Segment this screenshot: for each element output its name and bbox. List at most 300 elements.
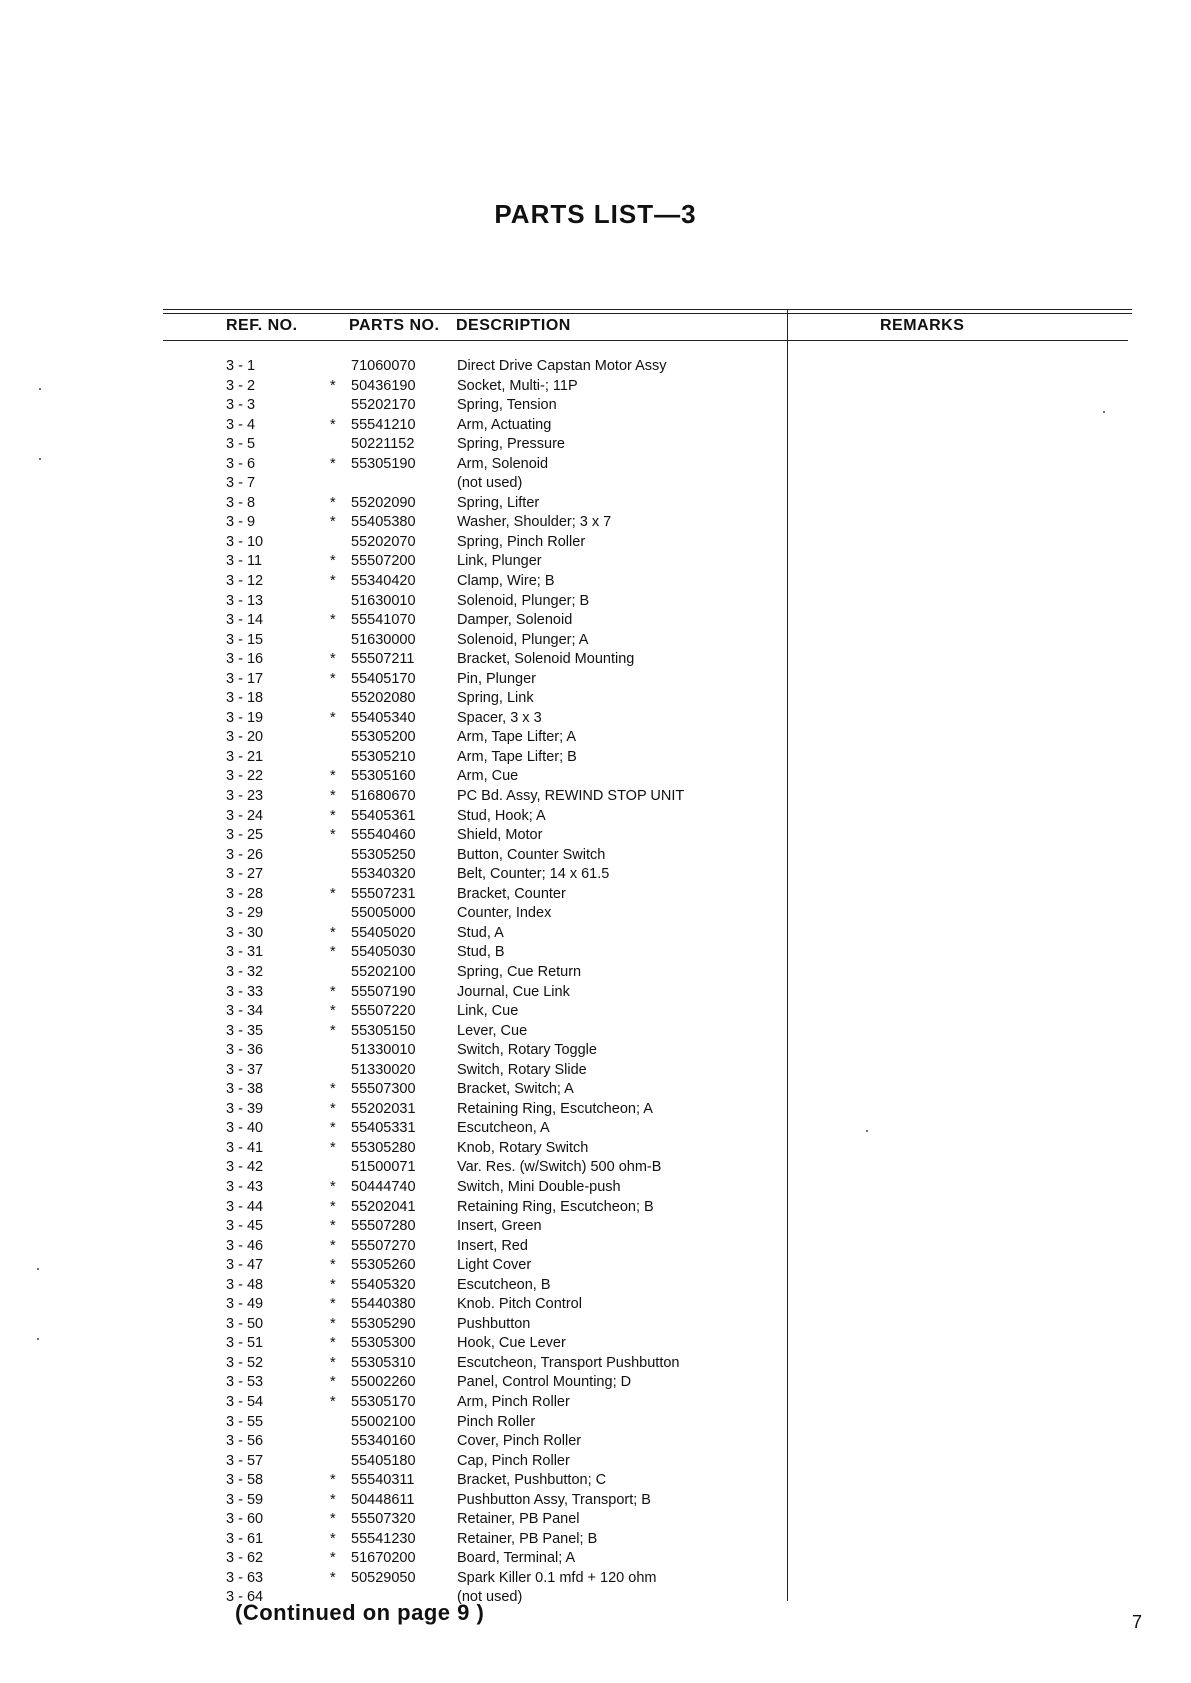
ref-no-cell: 3 - 37: [226, 1061, 264, 1078]
description-cell: Spring, Tension: [457, 397, 557, 414]
table-row: [0, 1198, 787, 1218]
new-part-mark: *: [330, 1335, 336, 1352]
table-row: [0, 474, 787, 494]
description-cell: Light Cover: [457, 1257, 532, 1274]
ref-no-cell: 3 - 46: [226, 1237, 264, 1254]
ref-no-cell: 3 - 56: [226, 1433, 264, 1450]
parts-no-cell: 55507200: [351, 553, 416, 570]
ref-no-cell: 3 - 63: [226, 1569, 264, 1586]
description-cell: Knob. Pitch Control: [457, 1296, 582, 1313]
parts-no-cell: 55507300: [351, 1081, 416, 1098]
ref-no-cell: 3 - 1: [226, 358, 256, 374]
parts-no-cell: 55340420: [351, 573, 416, 590]
table-row: [0, 1413, 787, 1433]
table-row: [0, 670, 787, 690]
description-cell: Spring, Lifter: [457, 494, 540, 511]
parts-no-cell: 55305150: [351, 1022, 416, 1039]
description-cell: Clamp, Wire; B: [457, 573, 555, 590]
parts-no-cell: 55540460: [351, 827, 416, 844]
parts-no-cell: 55002260: [351, 1374, 416, 1391]
new-part-mark: *: [330, 1139, 336, 1156]
table-row: [0, 533, 787, 553]
new-part-mark: *: [330, 1178, 336, 1195]
parts-no-cell: 50448611: [351, 1491, 415, 1508]
description-cell: Arm, Actuating: [457, 416, 552, 433]
ref-no-cell: 3 - 19: [226, 709, 264, 726]
page-number: 7: [1132, 1612, 1143, 1632]
description-cell: (not used): [457, 475, 523, 492]
description-cell: Arm, Pinch Roller: [457, 1393, 570, 1410]
new-part-mark: *: [330, 1081, 336, 1098]
table-row: [0, 865, 787, 885]
ref-no-cell: 3 - 54: [226, 1393, 264, 1410]
table-row: [0, 455, 787, 475]
description-cell: Arm, Tape Lifter; B: [457, 748, 577, 765]
ref-no-cell: 3 - 42: [226, 1159, 264, 1176]
description-cell: Washer, Shoulder; 3 x 7: [457, 514, 612, 531]
description-cell: Hook, Cue Lever: [457, 1335, 566, 1352]
parts-no-cell: 55305160: [351, 768, 416, 785]
description-cell: Shield, Motor: [457, 827, 543, 844]
table-row: [0, 1139, 787, 1159]
parts-no-cell: 51680670: [351, 788, 416, 805]
ref-no-cell: 3 - 11: [226, 553, 263, 570]
description-cell: PC Bd. Assy, REWIND STOP UNIT: [457, 788, 685, 805]
parts-no-cell: 55202090: [351, 494, 416, 511]
table-row: [0, 1256, 787, 1276]
ref-no-cell: 3 - 4: [226, 416, 256, 433]
description-cell: Retainer, PB Panel; B: [457, 1530, 598, 1547]
new-part-mark: *: [330, 1276, 336, 1293]
ref-no-cell: 3 - 43: [226, 1178, 264, 1195]
new-part-mark: *: [330, 1511, 336, 1528]
parts-no-cell: 55405020: [351, 924, 416, 941]
new-part-mark: *: [330, 885, 336, 902]
parts-no-cell: 51500071: [351, 1159, 416, 1176]
table-row: [0, 807, 787, 827]
header-remarks: REMARKS: [880, 317, 965, 334]
parts-no-cell: 55202031: [351, 1100, 416, 1117]
table-row: [0, 1119, 787, 1139]
description-cell: Link, Plunger: [457, 553, 542, 570]
ref-no-cell: 3 - 34: [226, 1003, 264, 1020]
parts-no-cell: 55507320: [351, 1511, 416, 1528]
new-part-mark: *: [330, 1530, 336, 1547]
parts-no-cell: 50444740: [351, 1178, 416, 1195]
description-cell: Bracket, Counter: [457, 885, 566, 902]
new-part-mark: *: [330, 1550, 336, 1567]
parts-no-cell: 55405030: [351, 944, 416, 961]
ref-no-cell: 3 - 6: [226, 455, 256, 472]
description-cell: Journal, Cue Link: [457, 983, 570, 1000]
description-cell: Belt, Counter; 14 x 61.5: [457, 866, 610, 883]
description-cell: Stud, A: [457, 924, 504, 941]
new-part-mark: *: [330, 494, 336, 511]
scan-speck: [1103, 411, 1105, 413]
table-row: [0, 1041, 787, 1061]
ref-no-cell: 3 - 38: [226, 1081, 264, 1098]
table-row: [0, 1158, 787, 1178]
description-cell: Spring, Pinch Roller: [457, 533, 586, 550]
header-bottom-rule: [163, 340, 1128, 341]
parts-no-cell: 51330020: [351, 1061, 416, 1078]
table-row: [0, 1334, 787, 1354]
table-row: [0, 650, 787, 670]
continued-note: (Continued on page 9 ): [235, 1600, 485, 1625]
parts-no-cell: 55507280: [351, 1218, 416, 1235]
ref-no-cell: 3 - 64: [226, 1589, 264, 1606]
remarks-divider: [787, 309, 788, 1601]
parts-no-cell: 51630000: [351, 631, 416, 648]
table-row: [0, 689, 787, 709]
table-row: [0, 1315, 787, 1335]
description-cell: Arm, Tape Lifter; A: [457, 729, 577, 746]
parts-no-cell: 51670200: [351, 1550, 416, 1567]
description-cell: Spring, Cue Return: [457, 963, 582, 980]
parts-no-cell: 55507270: [351, 1237, 416, 1254]
parts-no-cell: 55541230: [351, 1530, 416, 1547]
ref-no-cell: 3 - 53: [226, 1374, 264, 1391]
table-row: [0, 924, 787, 944]
table-row: [0, 1491, 787, 1511]
ref-no-cell: 3 - 52: [226, 1354, 264, 1371]
ref-no-cell: 3 - 13: [226, 592, 264, 609]
description-cell: Retainer, PB Panel: [457, 1511, 580, 1528]
ref-no-cell: 3 - 50: [226, 1315, 264, 1332]
parts-no-cell: 55305310: [351, 1354, 416, 1371]
description-cell: Switch, Mini Double-push: [457, 1178, 621, 1195]
table-row: [0, 728, 787, 748]
description-cell: Spark Killer 0.1 mfd + 120 ohm: [457, 1569, 657, 1586]
parts-no-cell: 55202041: [351, 1198, 416, 1215]
parts-no-cell: 55405180: [351, 1452, 416, 1469]
table-row: [0, 846, 787, 866]
parts-no-cell: 55405331: [351, 1120, 416, 1137]
description-cell: Spacer, 3 x 3: [457, 709, 542, 726]
description-cell: Retaining Ring, Escutcheon; B: [457, 1198, 654, 1215]
ref-no-cell: 3 - 22: [226, 768, 264, 785]
table-row: [0, 592, 787, 612]
scan-speck: [866, 1130, 868, 1132]
description-cell: Var. Res. (w/Switch) 500 ohm-B: [457, 1159, 662, 1176]
table-row: [0, 1354, 787, 1374]
ref-no-cell: 3 - 35: [226, 1022, 264, 1039]
description-cell: Escutcheon, A: [457, 1120, 550, 1137]
table-row: [0, 631, 787, 651]
ref-no-cell: 3 - 48: [226, 1276, 264, 1293]
ref-no-cell: 3 - 40: [226, 1120, 264, 1137]
table-row: [0, 748, 787, 768]
ref-no-cell: 3 - 18: [226, 690, 264, 707]
parts-no-cell: 55305190: [351, 455, 416, 472]
description-cell: Panel, Control Mounting; D: [457, 1374, 632, 1391]
ref-no-cell: 3 - 21: [226, 748, 264, 765]
parts-no-cell: 55440380: [351, 1296, 416, 1313]
table-row: [0, 435, 787, 455]
parts-no-cell: 55305250: [351, 846, 416, 863]
new-part-mark: *: [330, 1472, 336, 1489]
table-row: [0, 396, 787, 416]
ref-no-cell: 3 - 33: [226, 983, 264, 1000]
parts-no-cell: 55507220: [351, 1003, 416, 1020]
new-part-mark: *: [330, 1100, 336, 1117]
header-ref-no: REF. NO.: [226, 317, 298, 334]
ref-no-cell: 3 - 62: [226, 1550, 264, 1567]
ref-no-cell: 3 - 30: [226, 924, 264, 941]
description-cell: Knob, Rotary Switch: [457, 1139, 589, 1156]
new-part-mark: *: [330, 377, 336, 394]
ref-no-cell: 3 - 2: [226, 377, 256, 394]
new-part-mark: *: [330, 1296, 336, 1313]
ref-no-cell: 3 - 8: [226, 494, 256, 511]
new-part-mark: *: [330, 1315, 336, 1332]
ref-no-cell: 3 - 10: [226, 533, 264, 550]
parts-no-cell: 55305300: [351, 1335, 416, 1352]
description-cell: Arm, Solenoid: [457, 455, 549, 472]
ref-no-cell: 3 - 31: [226, 944, 264, 961]
new-part-mark: *: [330, 924, 336, 941]
description-cell: Solenoid, Plunger; A: [457, 631, 589, 648]
table-top-rule-2: [163, 313, 1132, 314]
scan-speck: [37, 1268, 39, 1270]
description-cell: Damper, Solenoid: [457, 612, 573, 629]
parts-no-cell: 55202100: [351, 963, 416, 980]
parts-no-cell: 51630010: [351, 592, 416, 609]
table-row: [0, 572, 787, 592]
ref-no-cell: 3 - 55: [226, 1413, 264, 1430]
ref-no-cell: 3 - 3: [226, 397, 256, 414]
new-part-mark: *: [330, 768, 336, 785]
description-cell: Direct Drive Capstan Motor Assy: [457, 358, 667, 374]
ref-no-cell: 3 - 44: [226, 1198, 264, 1215]
new-part-mark: *: [330, 1022, 336, 1039]
new-part-mark: *: [330, 1393, 336, 1410]
new-part-mark: *: [330, 788, 336, 805]
table-row: [0, 1002, 787, 1022]
parts-no-cell: 55405320: [351, 1276, 416, 1293]
table-row: [0, 1080, 787, 1100]
table-row: [0, 904, 787, 924]
ref-no-cell: 3 - 28: [226, 885, 264, 902]
ref-no-cell: 3 - 12: [226, 573, 264, 590]
new-part-mark: *: [330, 612, 336, 629]
parts-no-cell: 71060070: [351, 358, 416, 374]
parts-no-cell: 55507211: [351, 651, 415, 668]
table-row: [0, 611, 787, 631]
parts-no-cell: 55202070: [351, 533, 416, 550]
table-row: [0, 943, 787, 963]
parts-no-cell: 55305260: [351, 1257, 416, 1274]
new-part-mark: *: [330, 1198, 336, 1215]
table-row: [0, 709, 787, 729]
parts-no-cell: 55305200: [351, 729, 416, 746]
new-part-mark: *: [330, 1374, 336, 1391]
new-part-mark: *: [330, 1257, 336, 1274]
parts-no-cell: 55540311: [351, 1472, 415, 1489]
description-cell: Switch, Rotary Toggle: [457, 1042, 597, 1059]
ref-no-cell: 3 - 47: [226, 1257, 264, 1274]
ref-no-cell: 3 - 58: [226, 1472, 264, 1489]
parts-no-cell: 55305170: [351, 1393, 416, 1410]
parts-no-cell: 55541070: [351, 612, 416, 629]
ref-no-cell: 3 - 27: [226, 866, 264, 883]
new-part-mark: *: [330, 416, 336, 433]
parts-no-cell: 55305290: [351, 1315, 416, 1332]
new-part-mark: *: [330, 1237, 336, 1254]
description-cell: Cap, Pinch Roller: [457, 1452, 570, 1469]
table-row: [0, 1393, 787, 1413]
new-part-mark: *: [330, 983, 336, 1000]
table-row: [0, 1432, 787, 1452]
description-cell: Pushbutton: [457, 1315, 531, 1332]
new-part-mark: *: [330, 944, 336, 961]
table-row: [0, 1452, 787, 1472]
parts-no-cell: 55541210: [351, 416, 416, 433]
parts-no-cell: 50529050: [351, 1569, 416, 1586]
description-cell: Board, Terminal; A: [457, 1550, 576, 1567]
table-row: [0, 1373, 787, 1393]
table-row: [0, 1178, 787, 1198]
description-cell: Pinch Roller: [457, 1413, 536, 1430]
table-row: [0, 377, 787, 397]
parts-no-cell: 55005000: [351, 905, 416, 922]
parts-no-cell: 55405380: [351, 514, 416, 531]
header-description: DESCRIPTION: [456, 317, 571, 334]
parts-no-cell: 55340160: [351, 1433, 416, 1450]
description-cell: Stud, Hook; A: [457, 807, 546, 824]
table-row: [0, 1295, 787, 1315]
table-row: [0, 787, 787, 807]
ref-no-cell: 3 - 36: [226, 1042, 264, 1059]
ref-no-cell: 3 - 25: [226, 827, 264, 844]
table-row: [0, 1061, 787, 1081]
parts-no-cell: 50221152: [351, 436, 415, 453]
new-part-mark: *: [330, 827, 336, 844]
parts-no-cell: 55405361: [351, 807, 416, 824]
new-part-mark: *: [330, 709, 336, 726]
table-row: [0, 1237, 787, 1257]
ref-no-cell: 3 - 51: [226, 1335, 264, 1352]
ref-no-cell: 3 - 29: [226, 905, 264, 922]
description-cell: Stud, B: [457, 944, 505, 961]
parts-no-cell: 50436190: [351, 377, 416, 394]
parts-no-cell: 55507190: [351, 983, 416, 1000]
description-cell: Bracket, Solenoid Mounting: [457, 651, 635, 668]
parts-no-cell: 51330010: [351, 1042, 416, 1059]
table-row: [0, 1569, 787, 1589]
table-row: [0, 1217, 787, 1237]
ref-no-cell: 3 - 59: [226, 1491, 264, 1508]
ref-no-cell: 3 - 15: [226, 631, 264, 648]
new-part-mark: *: [330, 1491, 336, 1508]
description-cell: Insert, Red: [457, 1237, 528, 1254]
ref-no-cell: 3 - 9: [226, 514, 256, 531]
parts-no-cell: 55340320: [351, 866, 416, 883]
table-row: [0, 513, 787, 533]
ref-no-cell: 3 - 14: [226, 612, 264, 629]
table-row: [0, 1471, 787, 1491]
description-cell: Insert, Green: [457, 1218, 542, 1235]
description-cell: Socket, Multi-; 11P: [457, 377, 578, 394]
ref-no-cell: 3 - 41: [226, 1139, 264, 1156]
description-cell: Arm, Cue: [457, 768, 519, 785]
table-row: [0, 552, 787, 572]
description-cell: Escutcheon, B: [457, 1276, 551, 1293]
ref-no-cell: 3 - 45: [226, 1218, 264, 1235]
new-part-mark: *: [330, 670, 336, 687]
description-cell: Pushbutton Assy, Transport; B: [457, 1491, 651, 1508]
table-row: [0, 416, 787, 436]
description-cell: Button, Counter Switch: [457, 846, 606, 863]
new-part-mark: *: [330, 1569, 336, 1586]
table-row: [0, 1276, 787, 1296]
ref-no-cell: 3 - 39: [226, 1100, 264, 1117]
description-cell: (not used): [457, 1589, 523, 1606]
description-cell: Bracket, Pushbutton; C: [457, 1472, 607, 1489]
ref-no-cell: 3 - 20: [226, 729, 264, 746]
ref-no-cell: 3 - 17: [226, 670, 264, 687]
ref-no-cell: 3 - 60: [226, 1511, 264, 1528]
description-cell: Lever, Cue: [457, 1022, 528, 1039]
table-row: [0, 1022, 787, 1042]
scan-speck: [39, 458, 41, 460]
new-part-mark: *: [330, 455, 336, 472]
description-cell: Cover, Pinch Roller: [457, 1433, 582, 1450]
table-row: [0, 767, 787, 787]
description-cell: Escutcheon, Transport Pushbutton: [457, 1354, 680, 1371]
new-part-mark: *: [330, 1354, 336, 1371]
ref-no-cell: 3 - 16: [226, 651, 264, 668]
header-parts-no: PARTS NO.: [349, 317, 440, 334]
new-part-mark: *: [330, 651, 336, 668]
description-cell: Link, Cue: [457, 1003, 519, 1020]
parts-no-cell: 55202170: [351, 397, 416, 414]
ref-no-cell: 3 - 57: [226, 1452, 264, 1469]
scan-speck: [37, 1338, 39, 1340]
table-row: [0, 963, 787, 983]
ref-no-cell: 3 - 32: [226, 963, 264, 980]
table-row: [0, 983, 787, 1003]
parts-table-body: [0, 357, 787, 1608]
ref-no-cell: 3 - 61: [226, 1530, 264, 1547]
table-row: [0, 357, 787, 377]
description-cell: Retaining Ring, Escutcheon; A: [457, 1100, 653, 1117]
table-row: [0, 1530, 787, 1550]
table-row: [0, 1510, 787, 1530]
table-row: [0, 885, 787, 905]
parts-no-cell: 55507231: [351, 885, 416, 902]
description-cell: Counter, Index: [457, 905, 552, 922]
ref-no-cell: 3 - 49: [226, 1296, 264, 1313]
ref-no-cell: 3 - 7: [226, 475, 256, 492]
parts-no-cell: 55305210: [351, 748, 416, 765]
table-row: [0, 1100, 787, 1120]
new-part-mark: *: [330, 573, 336, 590]
description-cell: Bracket, Switch; A: [457, 1081, 574, 1098]
parts-no-cell: 55405170: [351, 670, 416, 687]
description-cell: Solenoid, Plunger; B: [457, 592, 590, 609]
new-part-mark: *: [330, 553, 336, 570]
new-part-mark: *: [330, 1120, 336, 1137]
table-row: [0, 1549, 787, 1569]
parts-no-cell: 55405340: [351, 709, 416, 726]
parts-no-cell: 55202080: [351, 690, 416, 707]
table-row: [0, 826, 787, 846]
ref-no-cell: 3 - 5: [226, 436, 256, 453]
description-cell: Pin, Plunger: [457, 670, 536, 687]
description-cell: Spring, Pressure: [457, 436, 565, 453]
ref-no-cell: 3 - 24: [226, 807, 264, 824]
